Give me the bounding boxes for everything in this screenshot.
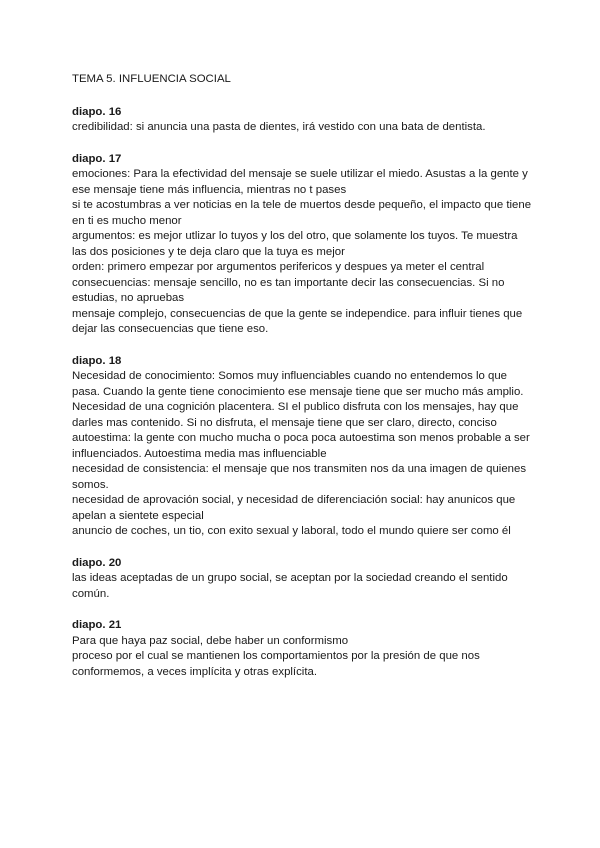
paragraph: autoestima: la gente con mucho mucha o poca poca autoestima son menos probable a ser influenciados. Autoestima media mas influenciable (72, 432, 530, 460)
paragraph: proceso por el cual se mantienen los comportamientos por la presión de que nos conformemos, a veces implícita y otras explícita. (72, 650, 480, 678)
paragraph: orden: primero empezar por argumentos perifericos y despues ya meter el central (72, 261, 485, 273)
section-heading: diapo. 17 (72, 152, 122, 165)
document-page (72, 72, 532, 696)
section-diapo-18 (72, 354, 532, 540)
section-diapo-20 (72, 556, 532, 603)
paragraph: necesidad de consistencia: el mensaje que nos transmiten nos da una imagen de quienes somos. (72, 463, 527, 491)
paragraph: si te acostumbras a ver noticias en la tele de muertos desde pequeño, el impacto que tiene en ti es mucho menor (72, 199, 532, 227)
paragraph: mensaje complejo, consecuencias de que la gente se independice. para influir tienes que dejar las consecuencias que tiene eso. (72, 307, 523, 335)
paragraph: necesidad de aprovación social, y necesidad de diferenciación social: hay anunicos que apelan a sientete especial (72, 494, 516, 522)
paragraph: Para que haya paz social, debe haber un conformismo (72, 634, 349, 647)
document-title: TEMA 5. INFLUENCIA SOCIAL (72, 73, 231, 85)
section-diapo-16 (72, 105, 532, 136)
paragraph: argumentos: es mejor utlizar lo tuyos y los del otro, que solamente los tuyos. Te muestra las dos posiciones y te deja claro que la tuya es mejor (72, 230, 518, 258)
section-heading: diapo. 18 (72, 354, 122, 367)
section-heading: diapo. 16 (72, 105, 122, 118)
paragraph: consecuencias: mensaje sencillo, no es tan importante decir las consecuencias. Si no estudias, no apruebas (72, 276, 505, 304)
section-heading: diapo. 21 (72, 619, 122, 631)
paragraph: emociones: Para la efectividad del mensaje se suele utilizar el miedo. Asustas a la gente y ese mensaje tiene más influencia, mientras no t pases (72, 168, 528, 196)
section-diapo-17 (72, 152, 532, 338)
paragraph: las ideas aceptadas de un grupo social, se aceptan por la sociedad creando el sentido común. (72, 572, 508, 600)
paragraph: Necesidad de una cognición placentera. SI el publico disfruta con los mensajes, hay que darles mas contenido. Si no disfruta, el mensaje tiene que ser claro, directo, conciso (72, 401, 519, 429)
paragraph: credibilidad: si anuncia una pasta de dientes, irá vestido con una bata de dentista. (72, 121, 486, 133)
section-heading: diapo. 20 (72, 556, 122, 569)
section-diapo-21 (72, 618, 532, 680)
paragraph: Necesidad de conocimiento: Somos muy influenciables cuando no entendemos lo que pasa. Cuando la gente tiene conocimiento ese mensaje tiene que ser mucho más amplio. (72, 370, 524, 398)
paragraph: anuncio de coches, un tio, con exito sexual y laboral, todo el mundo quiere ser como él (72, 525, 511, 537)
